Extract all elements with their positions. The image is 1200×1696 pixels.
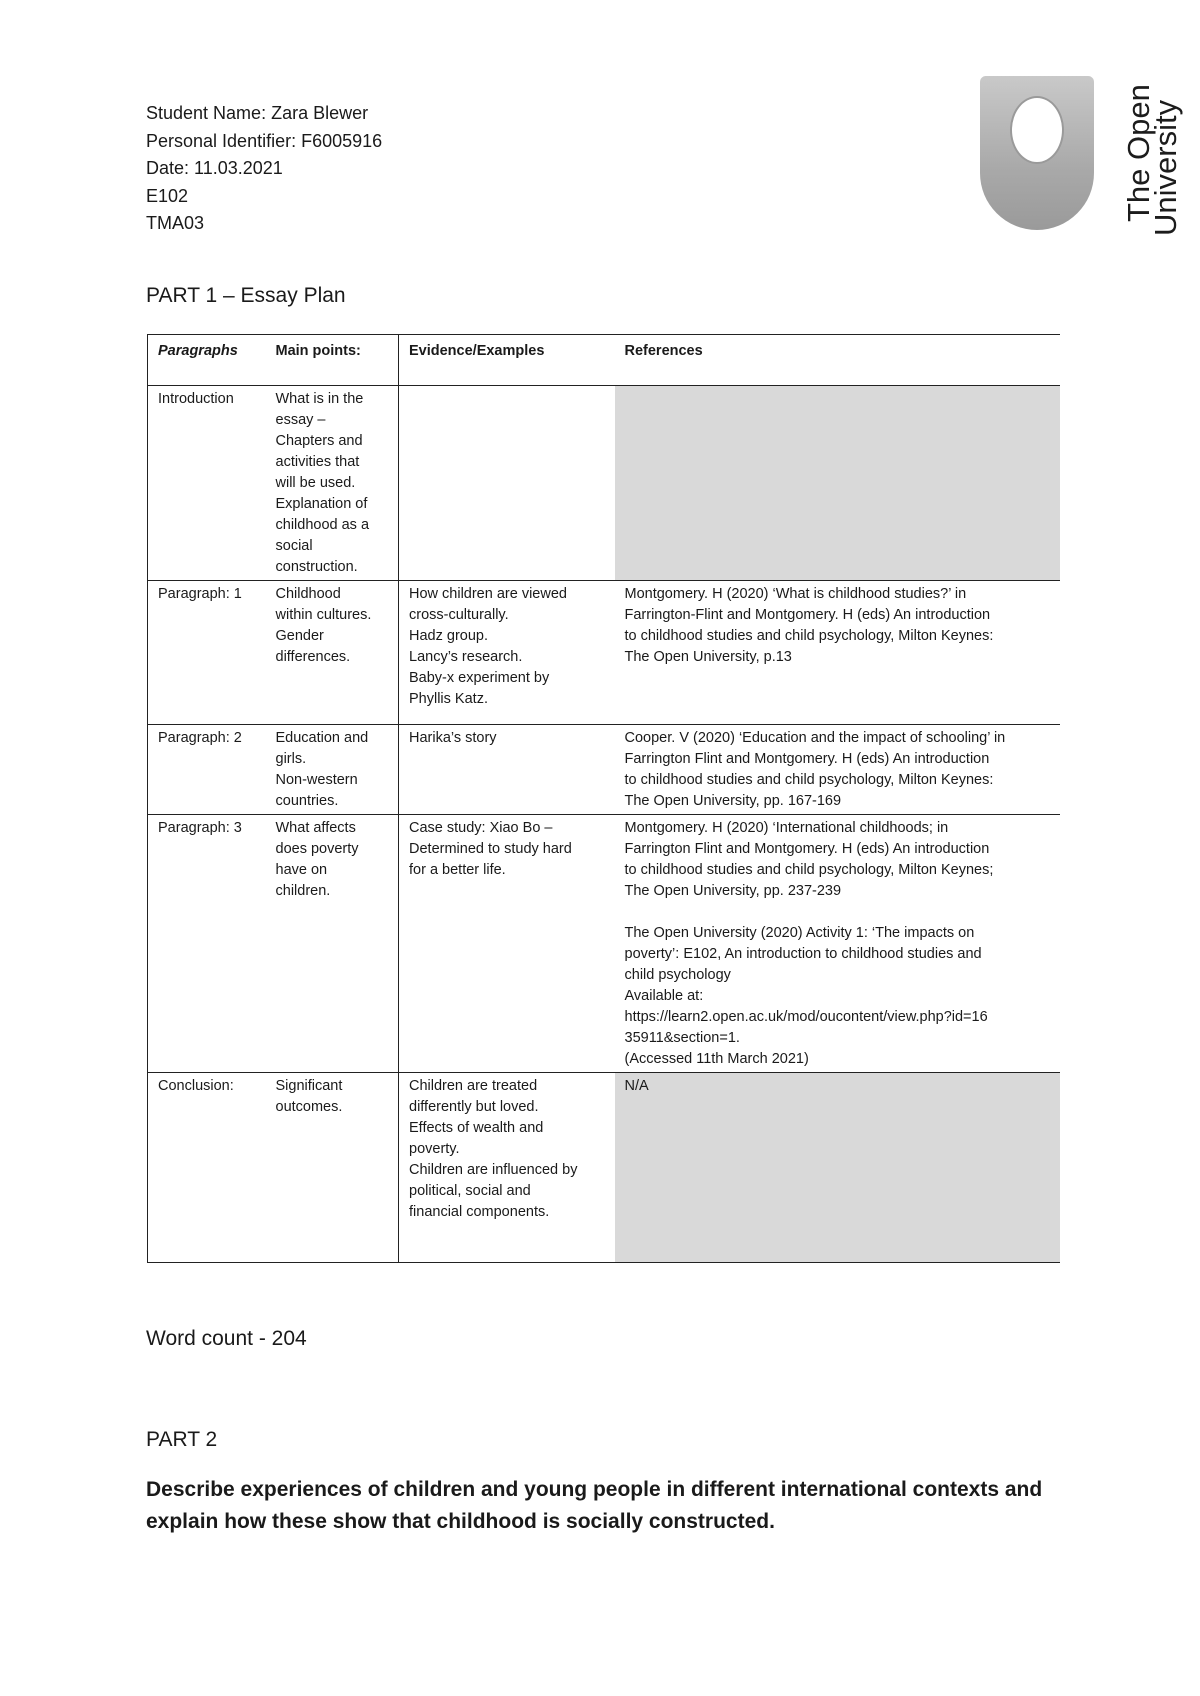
cell-text-line: Phyllis Katz. (409, 691, 488, 707)
cell-paragraph (148, 1073, 266, 1263)
cell-text-line: What affects (275, 820, 356, 836)
cell-text-line: The Open University (2020) Activity 1: ‘The impacts on (624, 925, 975, 941)
assignment-code: TMA03 (146, 213, 205, 233)
student-details (146, 100, 382, 238)
cell-text-line: Children are influenced by (409, 1162, 578, 1178)
table-row (148, 725, 1060, 815)
cell-text-line: How children are viewed (409, 586, 567, 602)
paragraph-label: Paragraph: 1 (158, 586, 242, 602)
table-header-row (148, 335, 1060, 386)
cell-text-line: Gender (275, 628, 324, 644)
part2-title: PART 2 (146, 1428, 218, 1451)
cell-text-line: does poverty (275, 841, 359, 857)
cell-text-line: Farrington-Flint and Montgomery. H (eds) An introduction (624, 607, 991, 623)
cell-text-line: within cultures. (275, 607, 372, 623)
cell-text-line: Baby-x experiment by (409, 670, 550, 686)
cell-text-line: poverty’: E102, An introduction to childhood studies and (624, 946, 982, 962)
header-main-points: Main points: (266, 335, 399, 386)
cell-references (615, 815, 1060, 1073)
cell-main-points (266, 725, 399, 815)
cell-evidence (399, 1073, 615, 1263)
cell-evidence (399, 386, 615, 581)
cell-paragraph (148, 815, 266, 1073)
word-count: Word count - 204 (146, 1327, 307, 1350)
cell-text-line: to childhood studies and child psychology, Milton Keynes: (624, 772, 994, 788)
student-name: Student Name: Zara Blewer (146, 103, 369, 123)
header-paragraphs: Paragraphs (148, 335, 266, 386)
essay-question (146, 1474, 1076, 1538)
question-line: Describe experiences of children and young people in different international contexts and (146, 1478, 1043, 1501)
cell-text-line: Non-western (275, 772, 358, 788)
cell-text-line: 35911&section=1. (624, 1030, 740, 1046)
paragraph-label: Introduction (158, 391, 234, 407)
cell-text-line: https://learn2.open.ac.uk/mod/oucontent/view.php?id=16 (624, 1009, 988, 1025)
cell-text-line: Effects of wealth and (409, 1120, 544, 1136)
cell-text-line: essay – (275, 412, 326, 428)
cell-main-points (266, 1073, 399, 1263)
header-references: References (615, 335, 1060, 386)
cell-references (615, 581, 1060, 725)
cell-text-line: Children are treated (409, 1078, 538, 1094)
cell-text-line: (Accessed 11th March 2021) (624, 1051, 809, 1067)
cell-text-line: Cooper. V (2020) ‘Education and the impact of schooling’ in (624, 730, 1006, 746)
shield-icon (980, 76, 1094, 230)
cell-text-line: differently but loved. (409, 1099, 539, 1115)
cell-text-line: Explanation of (275, 496, 368, 512)
cell-text-line: cross-culturally. (409, 607, 509, 623)
cell-text-line: have on (275, 862, 328, 878)
logo-line-2: University (1148, 99, 1183, 236)
cell-text-line: Lancy’s research. (409, 649, 523, 665)
cell-paragraph (148, 581, 266, 725)
table-row (148, 581, 1060, 725)
cell-text-line: to childhood studies and child psychology, Milton Keynes: (624, 628, 994, 644)
cell-text-line: outcomes. (275, 1099, 343, 1115)
cell-text-line: N/A (624, 1078, 649, 1094)
cell-text-line: Harika’s story (409, 730, 497, 746)
module-code: E102 (146, 185, 189, 206)
cell-text-line: Available at: (624, 988, 704, 1004)
cell-text-line: children. (275, 883, 331, 899)
cell-text-line: social (275, 538, 313, 554)
personal-identifier: Personal Identifier: F6005916 (146, 130, 383, 151)
table-row (148, 1073, 1060, 1263)
cell-text-line: Chapters and (275, 433, 363, 449)
question-line: explain how these show that childhood is socially constructed. (146, 1510, 775, 1533)
cell-text-line: The Open University, p.13 (624, 649, 792, 665)
cell-text-line: poverty. (409, 1141, 460, 1157)
paragraph-label: Paragraph: 2 (158, 730, 242, 746)
cell-main-points (266, 815, 399, 1073)
cell-text-line: Farrington Flint and Montgomery. H (eds) An introduction (624, 841, 990, 857)
open-university-logo (980, 72, 1183, 237)
cell-references (615, 725, 1060, 815)
cell-text-line: countries. (275, 793, 339, 809)
essay-plan-table (147, 334, 1060, 1263)
cell-text-line: childhood as a (275, 517, 370, 533)
table-row (148, 815, 1060, 1073)
cell-text-line: Hadz group. (409, 628, 488, 644)
cell-text-line: construction. (275, 559, 358, 575)
part1-title: PART 1 – Essay Plan (146, 284, 346, 307)
cell-text-line: political, social and (409, 1183, 531, 1199)
cell-evidence (399, 725, 615, 815)
cell-text-line: Farrington Flint and Montgomery. H (eds) An introduction (624, 751, 990, 767)
cell-text-line (625, 902, 1052, 923)
cell-main-points (266, 581, 399, 725)
cell-text-line: activities that (275, 454, 360, 470)
cell-references (615, 386, 1060, 581)
cell-text-line: will be used. (275, 475, 356, 491)
cell-text-line: girls. (275, 751, 307, 767)
cell-evidence (399, 815, 615, 1073)
cell-main-points (266, 386, 399, 581)
cell-evidence (399, 581, 615, 725)
paragraph-label: Paragraph: 3 (158, 820, 242, 836)
header-evidence: Evidence/Examples (399, 335, 615, 386)
cell-text-line: Childhood (275, 586, 341, 602)
cell-text-line: Education and (275, 730, 369, 746)
cell-text-line: The Open University, pp. 237-239 (624, 883, 842, 899)
cell-references (615, 1073, 1060, 1263)
cell-text-line: Significant (275, 1078, 343, 1094)
cell-text-line: What is in the (275, 391, 364, 407)
cell-text-line: differences. (275, 649, 351, 665)
submission-date: Date: 11.03.2021 (146, 158, 283, 178)
logo-line-1: The Open (1121, 84, 1156, 222)
cell-text-line: to childhood studies and child psychology, Milton Keynes; (624, 862, 994, 878)
cell-text-line: Case study: Xiao Bo – (409, 820, 553, 836)
table-row (148, 386, 1060, 581)
cell-text-line: financial components. (409, 1204, 550, 1220)
cell-paragraph (148, 725, 266, 815)
paragraph-label: Conclusion: (158, 1078, 234, 1094)
cell-text-line: The Open University, pp. 167-169 (624, 793, 842, 809)
cell-text-line: Montgomery. H (2020) ‘What is childhood studies?’ in (624, 586, 967, 602)
cell-text-line: Determined to study hard (409, 841, 572, 857)
cell-text-line: Montgomery. H (2020) ‘International childhoods; in (624, 820, 949, 836)
cell-paragraph (148, 386, 266, 581)
cell-text-line: for a better life. (409, 862, 506, 878)
cell-text-line: child psychology (624, 967, 731, 983)
